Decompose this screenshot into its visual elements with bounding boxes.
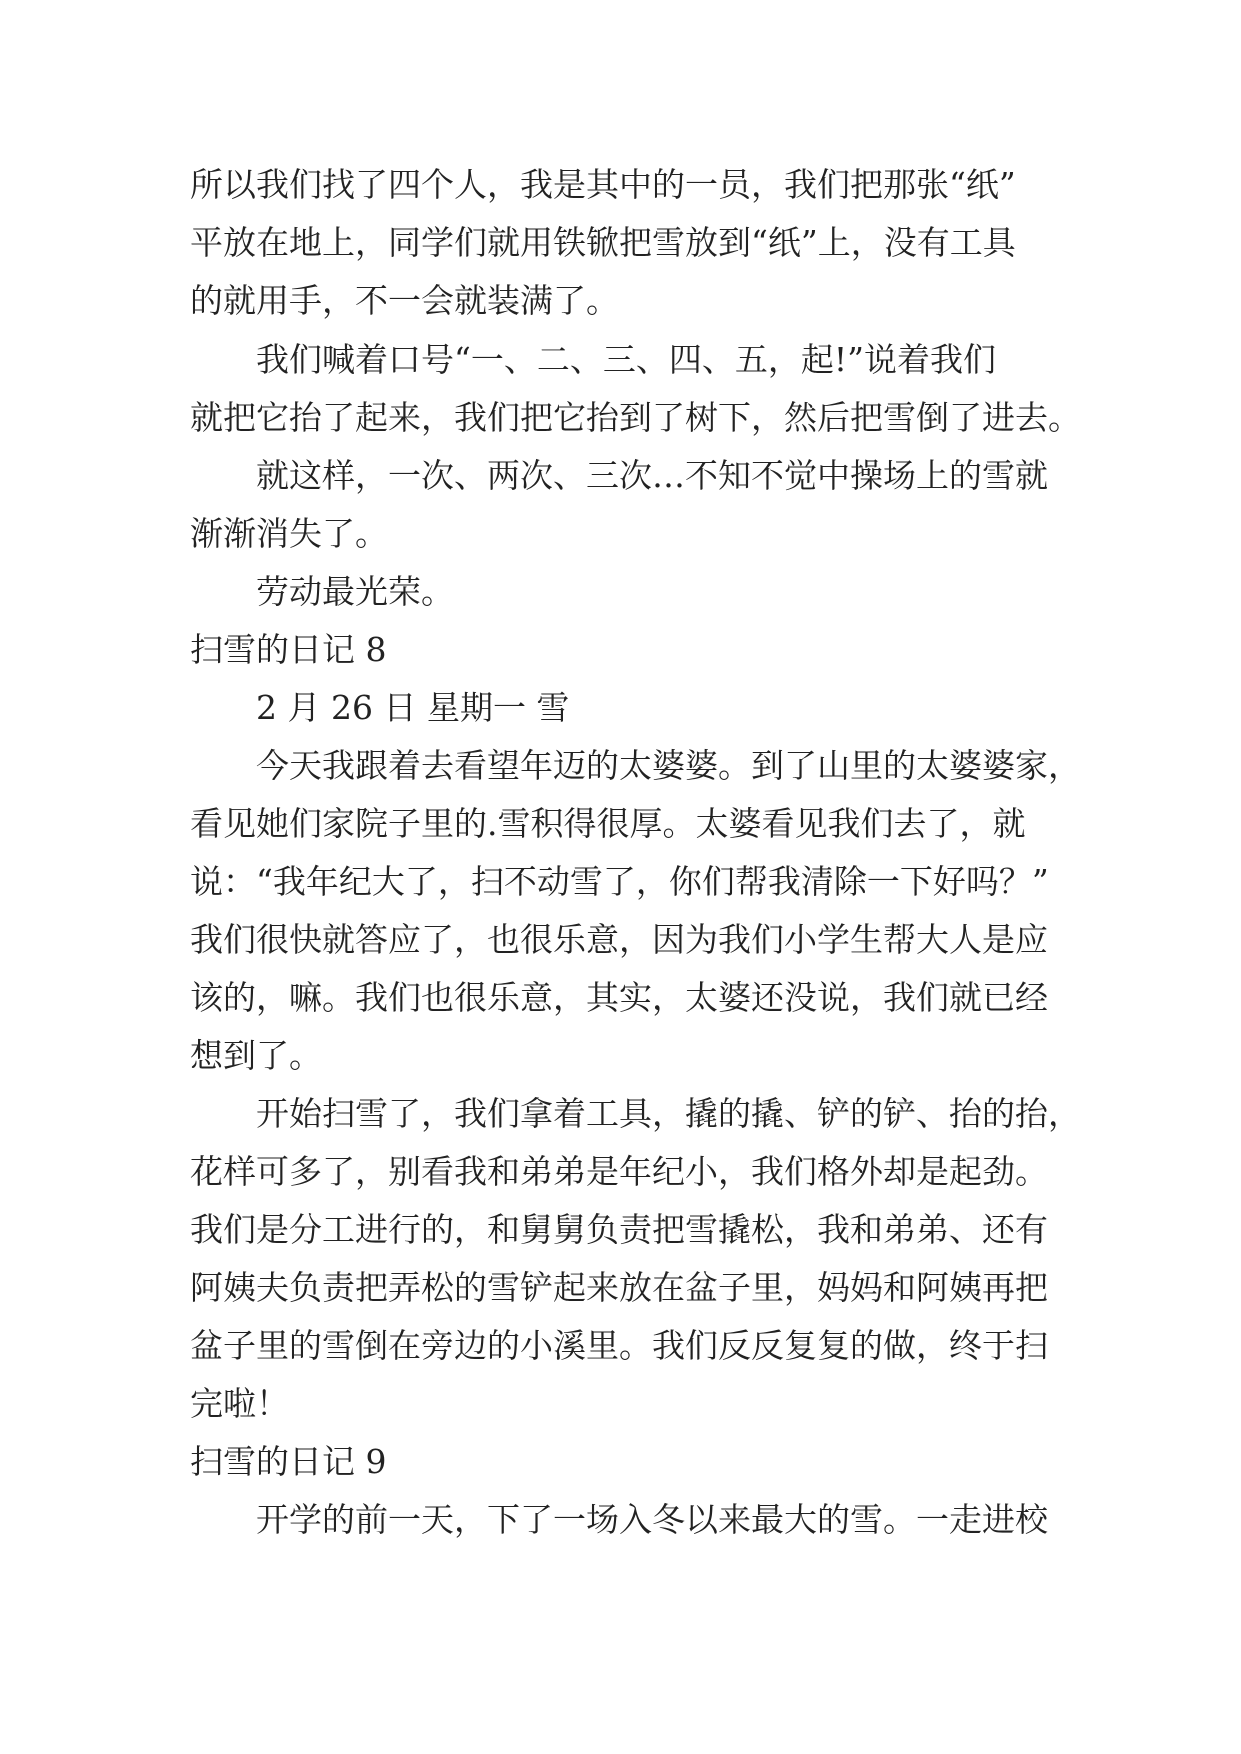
paragraph-line: 我们是分工进行的，和舅舅负责把雪撬松，我和弟弟、还有 xyxy=(190,1210,1048,1249)
paragraph-line: 我们很快就答应了，也很乐意，因为我们小学生帮大人是应 xyxy=(190,920,1048,959)
paragraph-line: 劳动最光荣。 xyxy=(256,572,454,611)
diary-date-line: 2 月 26 日 星期一 雪 xyxy=(256,688,570,727)
section-heading: 扫雪的日记 8 xyxy=(190,630,387,669)
paragraph-line: 我们喊着口号“一、二、三、四、五，起!”说着我们 xyxy=(256,340,997,379)
paragraph-line: 渐渐消失了。 xyxy=(190,514,388,553)
paragraph-line: 今天我跟着去看望年迈的太婆婆。到了山里的太婆婆家， xyxy=(256,746,1081,785)
paragraph-line: 该的，嘛。我们也很乐意，其实，太婆还没说，我们就已经 xyxy=(190,978,1048,1017)
paragraph-line: 完啦！ xyxy=(190,1384,289,1423)
paragraph-line: 开始扫雪了，我们拿着工具，撬的撬、铲的铲、抬的抬， xyxy=(256,1094,1081,1133)
paragraph-line: 阿姨夫负责把弄松的雪铲起来放在盆子里，妈妈和阿姨再把 xyxy=(190,1268,1048,1307)
paragraph-line: 盆子里的雪倒在旁边的小溪里。我们反反复复的做，终于扫 xyxy=(190,1326,1048,1365)
paragraph-line: 的就用手，不一会就装满了。 xyxy=(190,281,619,320)
paragraph-line: 就这样，一次、两次、三次…不知不觉中操场上的雪就 xyxy=(256,456,1048,495)
paragraph-line: 说：“我年纪大了，扫不动雪了，你们帮我清除一下好吗？” xyxy=(190,862,1049,901)
paragraph-line: 花样可多了，别看我和弟弟是年纪小，我们格外却是起劲。 xyxy=(190,1152,1048,1191)
paragraph-line: 就把它抬了起来，我们把它抬到了树下，然后把雪倒了进去。 xyxy=(190,398,1081,437)
paragraph-line: 开学的前一天，下了一场入冬以来最大的雪。一走进校 xyxy=(256,1500,1048,1539)
paragraph-line: 平放在地上，同学们就用铁锨把雪放到“纸”上，没有工具 xyxy=(190,223,1016,262)
paragraph-line: 想到了。 xyxy=(190,1036,322,1075)
paragraph-line: 看见她们家院子里的.雪积得很厚。太婆看见我们去了，就 xyxy=(190,804,1026,843)
section-heading: 扫雪的日记 9 xyxy=(190,1442,387,1481)
paragraph-line: 所以我们找了四个人，我是其中的一员，我们把那张“纸” xyxy=(190,165,1016,204)
